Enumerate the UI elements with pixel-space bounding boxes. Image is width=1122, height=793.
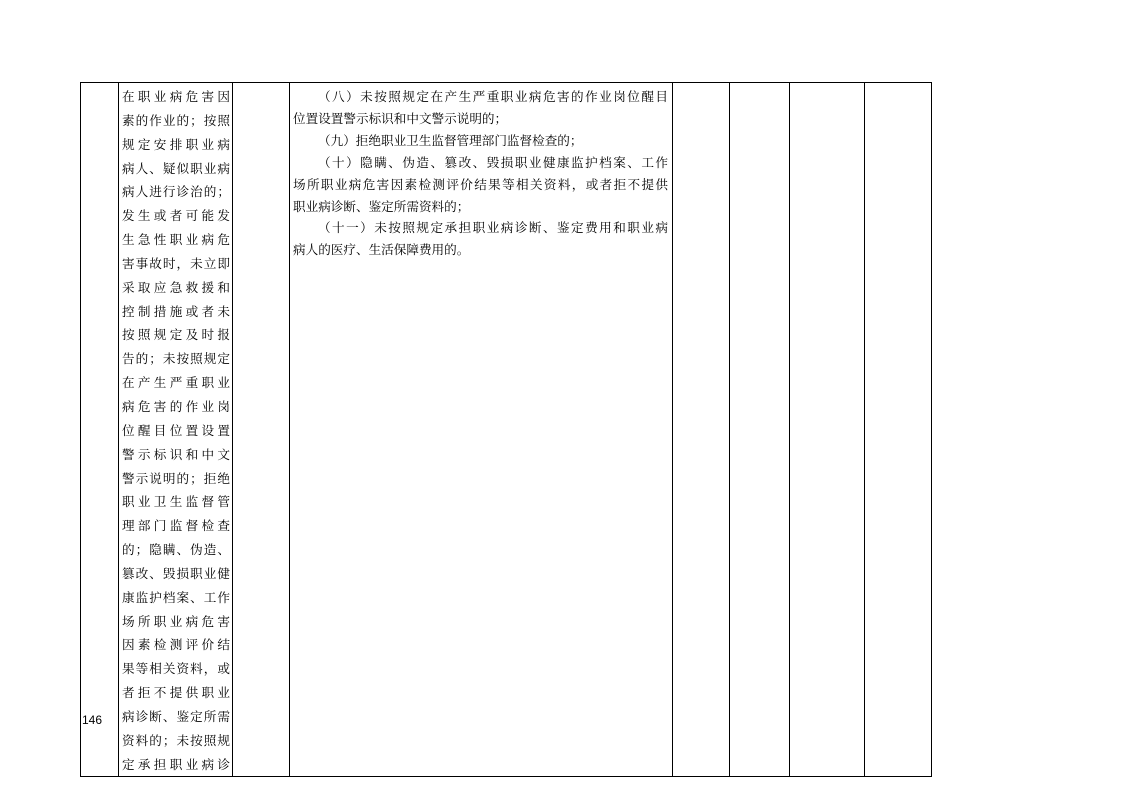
summary-line: 病危害的作业岗	[122, 398, 230, 414]
violation-item-line: 职业病诊断、鉴定所需资料的；	[293, 198, 470, 214]
violation-item-line: 位置设置警示标识和中文警示说明的；	[293, 110, 508, 126]
violation-item-line: （十一）未按照规定承担职业病诊断、鉴定费用和职业病	[318, 220, 668, 236]
summary-line: 理部门监督检查	[122, 518, 230, 534]
summary-line: 康监护档案、工作	[122, 589, 230, 605]
empty-cell-6	[730, 83, 790, 777]
summary-line: 病诊断、鉴定所需	[122, 708, 230, 724]
summary-line: 病人进行诊治的；	[122, 184, 230, 200]
summary-line: 因素检测评价结	[122, 637, 230, 653]
summary-line: 控制措施或者未	[122, 303, 230, 319]
summary-line: 位醒目位置设置	[122, 422, 230, 438]
summary-line: 警示标识和中文	[122, 446, 230, 462]
violation-item	[293, 130, 668, 152]
violation-item-line: （十）隐瞒、伪造、篡改、毁损职业健康监护档案、工作	[318, 154, 668, 170]
summary-line: 警示说明的；拒绝	[122, 470, 230, 486]
summary-line: 发生或者可能发	[122, 208, 230, 224]
summary-line: 按照规定及时报	[122, 327, 230, 343]
empty-cell-3	[233, 83, 290, 777]
summary-line: 病人、疑似职业病	[122, 160, 230, 176]
empty-cell-1	[81, 83, 119, 777]
summary-line: 在产生严重职业	[122, 375, 230, 391]
summary-line: 篡改、毁损职业健	[122, 565, 230, 581]
violation-item-line: 病人的医疗、生活保障费用的。	[293, 242, 470, 258]
summary-line: 的；隐瞒、伪造、	[122, 542, 230, 558]
summary-line: 资料的；未按照规	[122, 732, 230, 748]
violation-item-line: （九）拒绝职业卫生监督管理部门监督检查的；	[318, 132, 583, 148]
document-table	[80, 82, 932, 777]
violation-item	[293, 217, 668, 261]
summary-line: 规定安排职业病	[122, 136, 230, 152]
violation-items-list	[290, 83, 672, 261]
summary-line: 生急性职业病危	[122, 232, 230, 248]
violation-item-line: 场所职业病危害因素检测评价结果等相关资料，或者拒不提供	[293, 176, 668, 192]
empty-cell-5	[673, 83, 730, 777]
summary-line: 场所职业病危害	[122, 613, 230, 629]
violation-summary-cell	[119, 83, 233, 777]
violation-summary-text	[119, 83, 232, 776]
violation-item	[293, 86, 668, 130]
summary-line: 采取应急救援和	[122, 279, 230, 295]
violation-item	[293, 152, 668, 218]
violation-item-line: （八）未按照规定在产生严重职业病危害的作业岗位醒目	[318, 89, 668, 104]
summary-line: 果等相关资料，或	[122, 661, 230, 677]
empty-cell-7	[790, 83, 865, 777]
summary-line: 定承担职业病诊	[122, 756, 230, 772]
table-row	[81, 83, 932, 777]
summary-line: 害事故时，未立即	[122, 255, 230, 271]
empty-cell-8	[865, 83, 932, 777]
summary-line: 告的；未按照规定	[122, 351, 230, 367]
violation-items-cell	[290, 83, 673, 777]
summary-line: 素的作业的；按照	[122, 112, 230, 128]
summary-line: 者拒不提供职业	[122, 685, 230, 701]
summary-line: 在职业病危害因	[122, 89, 230, 104]
page-number: 146	[82, 713, 103, 727]
summary-line: 职业卫生监督管	[122, 494, 230, 510]
